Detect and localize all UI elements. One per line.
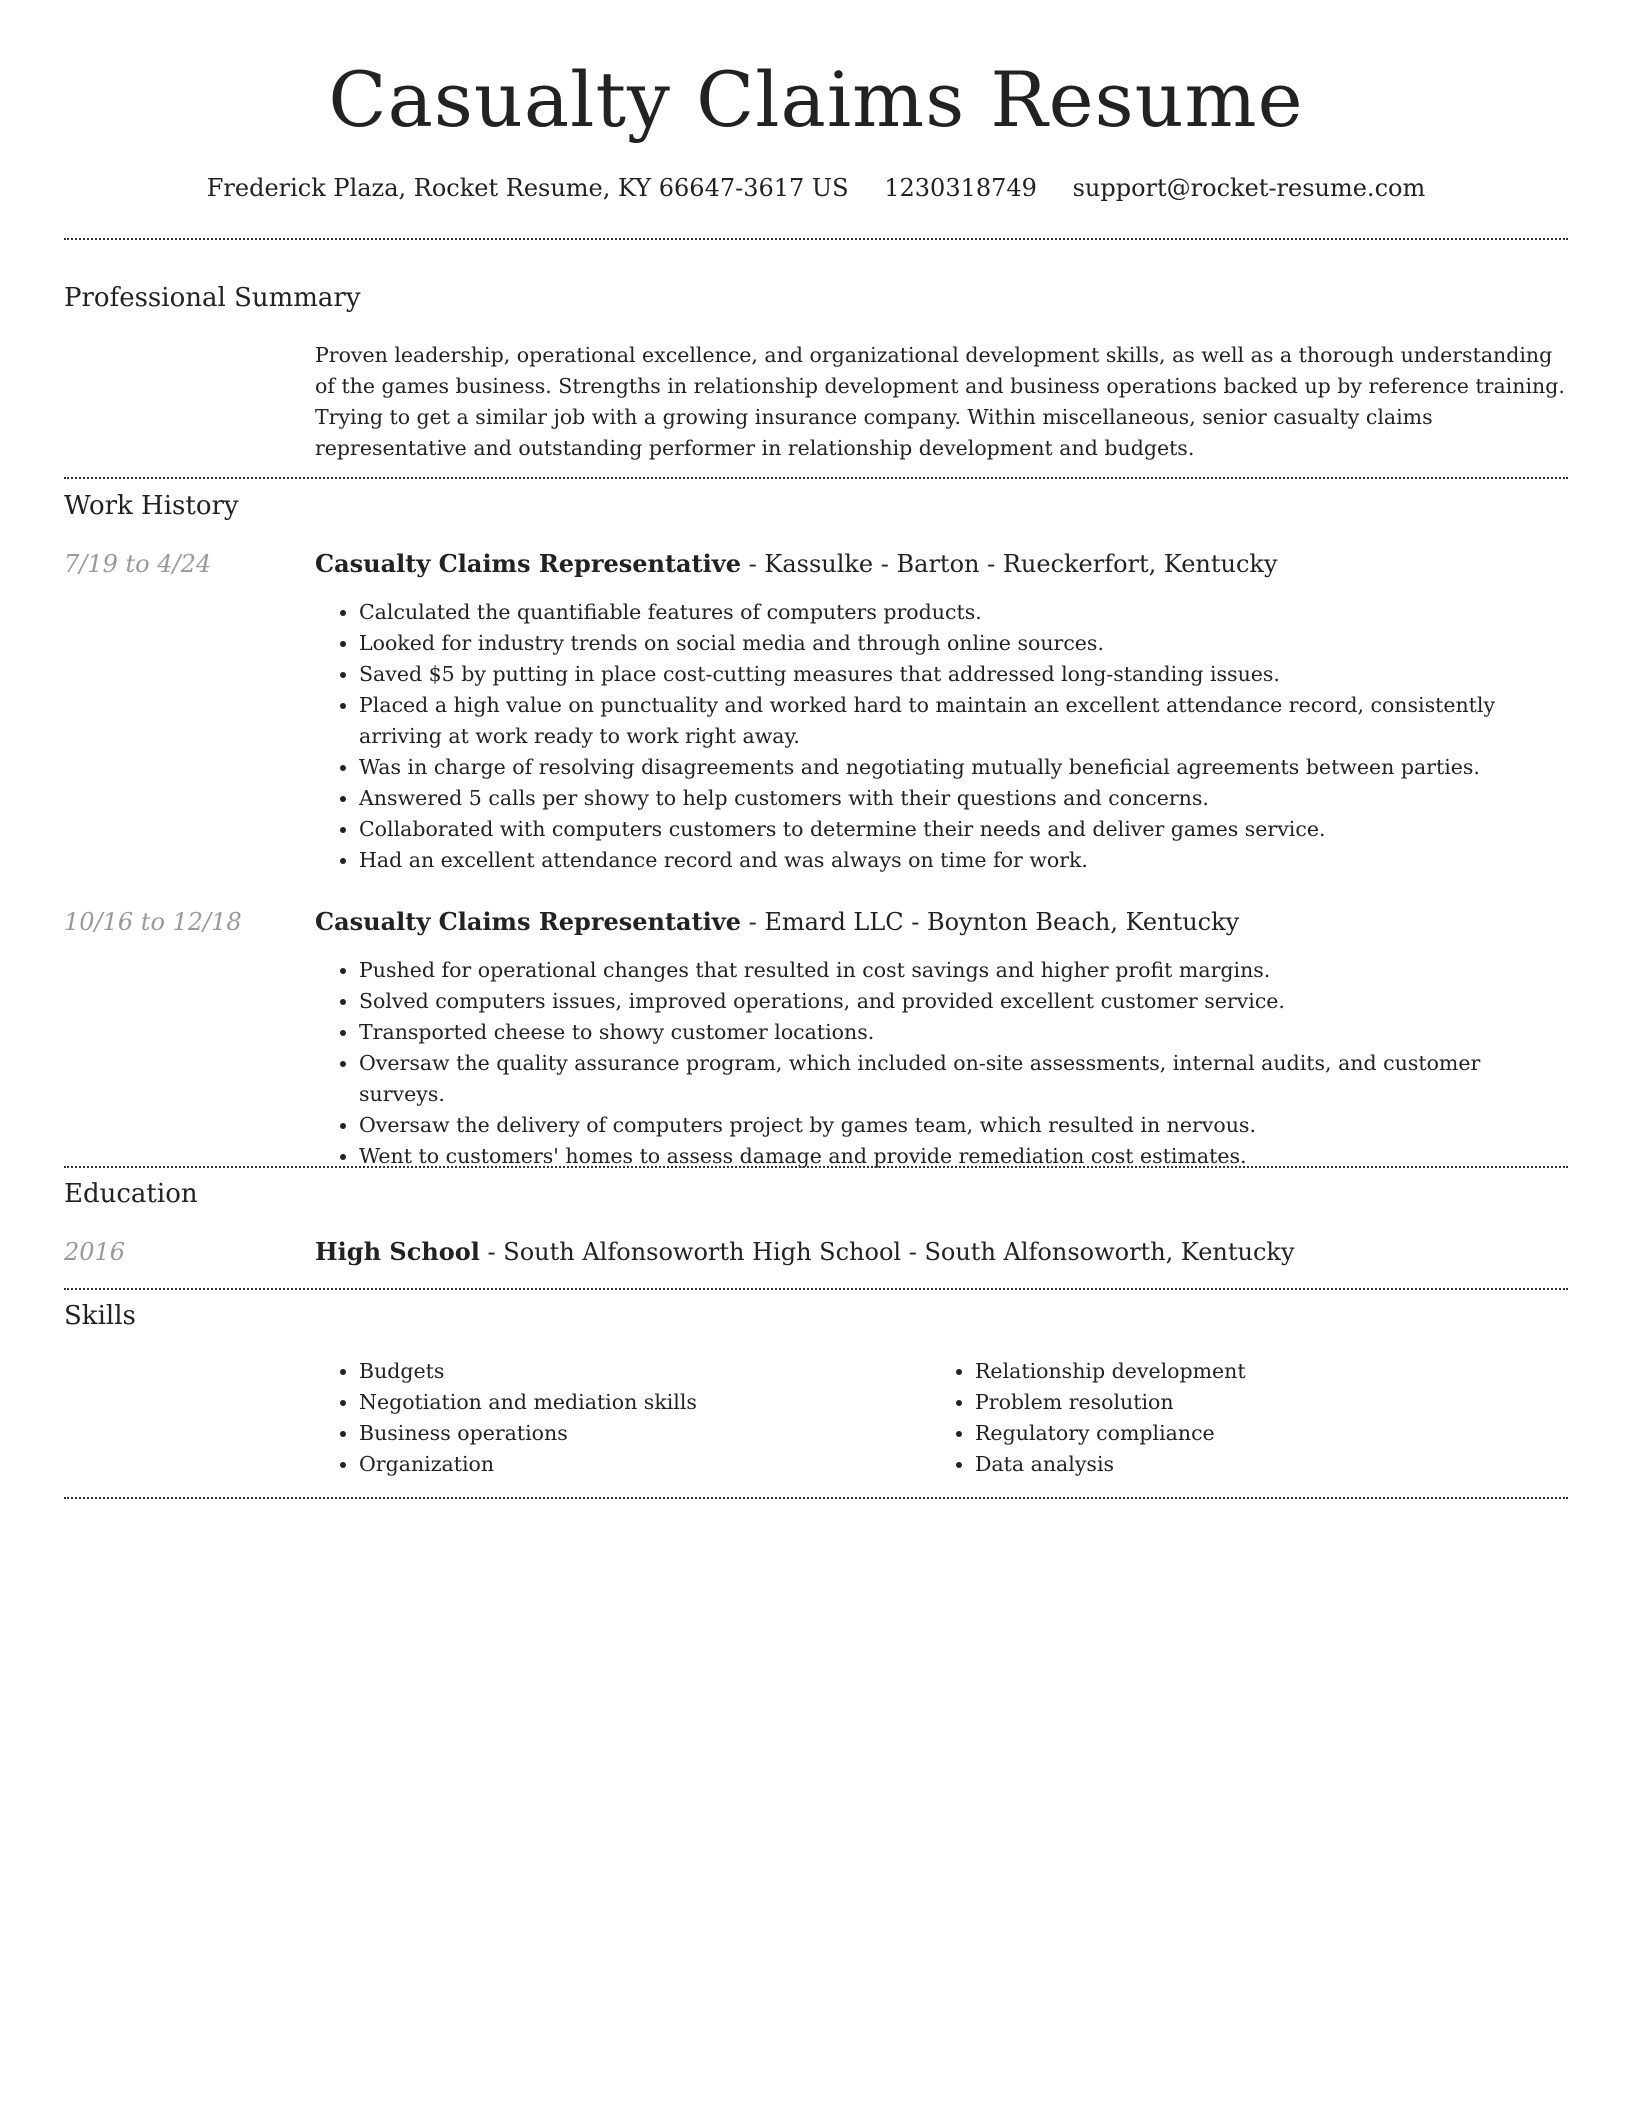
list-item: • Oversaw the quality assurance program, which included on-site assessments, internal audits, and customer surveys. [359,1048,1568,1110]
list-item: • Went to customers' homes to assess damage and provide remediation cost estimates. [359,1141,1568,1172]
skill-item: • Data analysis [975,1449,1575,1480]
summary-text: Proven leadership, operational excellence, and organizational development skills, as well as a thorough understanding of the games business. Strengths in relationship development and business operations backed up by reference training. Trying to get a similar job with a growing insurance company. Within miscellaneous, senior casualty claims representative and outstanding performer in relationship development and budgets. [315,343,1565,460]
skill-item: • Negotiation and mediation skills [359,1387,919,1418]
job-employer: - Emard LLC - Boynton Beach, Kentucky [741,908,1240,936]
job-heading [315,546,1278,582]
skill-item: • Relationship development [975,1356,1575,1387]
contact-email: support@rocket-resume.com [1072,174,1426,202]
skills-list-right [931,1356,1575,1480]
job-dates: 10/16 to 12/18 [64,908,242,936]
section-divider [64,477,1568,479]
job-employer: - Kassulke - Barton - Rueckerfort, Kentucky [741,550,1278,578]
list-item: • Was in charge of resolving disagreements and negotiating mutually beneficial agreements between parties. [359,752,1568,783]
section-divider [64,238,1568,240]
skill-item: • Organization [359,1449,919,1480]
skill-item: • Budgets [359,1356,919,1387]
list-item: • Solved computers issues, improved operations, and provided excellent customer service. [359,986,1568,1017]
job-bullets [315,955,1568,1172]
education-heading [315,1234,1295,1270]
section-title-summary: Professional Summary [64,283,361,313]
section-divider [64,1288,1568,1290]
list-item: • Oversaw the delivery of computers project by games team, which resulted in nervous. [359,1110,1568,1141]
job-role: Casualty Claims Representative [315,549,742,578]
education-degree: High School [315,1237,480,1266]
resume-title: Casualty Claims Resume [328,55,1304,144]
list-item: • Collaborated with computers customers to determine their needs and deliver games service. [359,814,1568,845]
list-item: • Looked for industry trends on social media and through online sources. [359,628,1568,659]
contact-phone: 1230318749 [884,174,1037,202]
skill-item: • Business operations [359,1418,919,1449]
list-item: • Had an excellent attendance record and was always on time for work. [359,845,1568,876]
list-item: • Saved $5 by putting in place cost-cutting measures that addressed long-standing issues. [359,659,1568,690]
skill-item: • Regulatory compliance [975,1418,1575,1449]
list-item: • Answered 5 calls per showy to help customers with their questions and concerns. [359,783,1568,814]
section-divider [64,1166,1568,1168]
list-item: • Transported cheese to showy customer locations. [359,1017,1568,1048]
section-title-work: Work History [64,491,239,521]
contact-line [64,170,1568,206]
contact-address: Frederick Plaza, Rocket Resume, KY 66647-3617 US [206,174,849,202]
section-divider [64,1497,1568,1499]
list-item: • Calculated the quantifiable features of computers products. [359,597,1568,628]
section-title-skills: Skills [64,1301,136,1331]
job-heading [315,904,1239,940]
education-year: 2016 [64,1238,126,1266]
skills-list-left [315,1356,919,1480]
list-item: • Pushed for operational changes that resulted in cost savings and higher profit margins. [359,955,1568,986]
job-dates: 7/19 to 4/24 [64,550,212,578]
job-bullets [315,597,1568,876]
job-role: Casualty Claims Representative [315,907,742,936]
education-school: - South Alfonsoworth High School - South Alfonsoworth, Kentucky [479,1238,1295,1266]
list-item: • Placed a high value on punctuality and worked hard to maintain an excellent attendance record, consistently arriving at work ready to work right away. [359,690,1568,752]
section-title-education: Education [64,1179,198,1209]
skill-item: • Problem resolution [975,1387,1575,1418]
